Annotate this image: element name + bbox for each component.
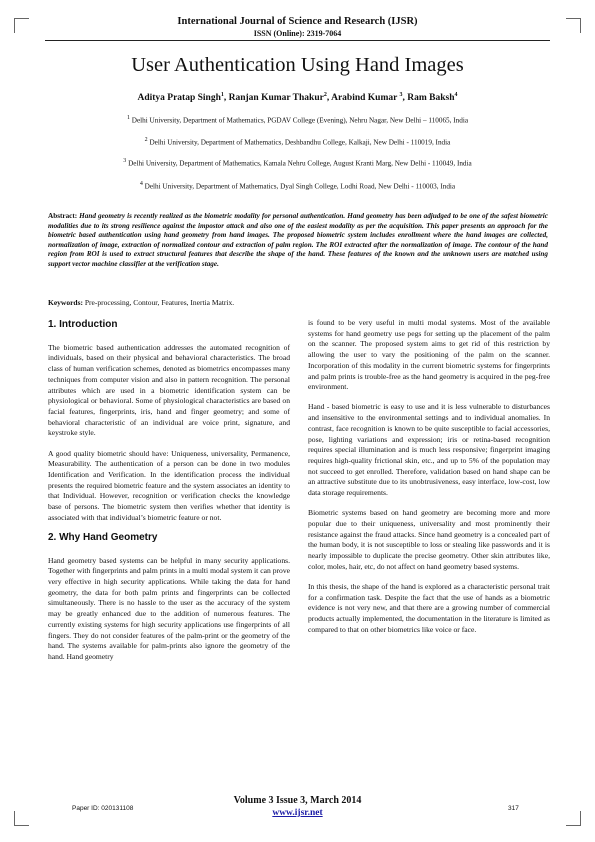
affiliation-text: Delhi University, Department of Mathematics, PGDAV College (Evening), Nehru Nagar, New Delhi – 110065, India: [131, 116, 469, 125]
abstract: [48, 212, 548, 270]
author-name: Ram Baksh: [407, 93, 455, 104]
abstract-text: Hand geometry is recently realized as the biometric modality for personal authentication. Hand geometry has been adjudged to be one of the safest biometric modalities due to its strong resilience against the impostor attack and also one of the easiest modality as per the acquisition. This paper presents an approach for the biometric based authentication using hand geometry from hand images. The proposed biometric system includes enrollment where the hand images are collected, normalization of image, extraction of normalized contour and extraction of palm region. The ROI extracted after the normalization of image. The contour of the hand region from ROI is used to extract structural features that describe the shape of the hand. These features of the known and the unknown users are matched using support vector machine classifier at the verification stage.: [48, 212, 548, 268]
paragraph: The biometric based authentication addresses the automated recognition of individuals, based on their physical and behavioral characteristics. The broad class of human verification schemes, denoted as biometrics encompasses many techniques from computer vision and also in pattern recognition. The personal attributes which are used in a biometric identification system can be physiological or behavioral. Some of physiological characteristics are based on facial features, fingerprints, iris, hand and finger geometry; and some of behavioral characteristic of an individual are voice print, signature, and keystroke style.: [48, 342, 290, 438]
affiliation-text: Delhi University, Department of Mathematics, Dyal Singh College, Lodhi Road, New Delhi - 110003, India: [144, 182, 456, 191]
affiliation-text: Delhi University, Department of Mathematics, Deshbandhu College, Kalkaji, New Delhi - 110019, India: [149, 138, 451, 147]
author-sup: 2: [323, 92, 327, 98]
author-name: Arabind Kumar: [331, 93, 400, 104]
paper-title: User Authentication Using Hand Images: [131, 54, 464, 76]
left-column: [48, 318, 290, 672]
paper-id: Paper ID: 020131108: [72, 805, 134, 812]
affiliation: [0, 181, 595, 190]
author-sup: 4: [454, 92, 458, 98]
author-name: Aditya Pratap Singh: [137, 93, 221, 104]
header-divider: [45, 40, 550, 41]
journal-issn: ISSN (Online): 2319-7064: [253, 29, 342, 38]
paragraph: Biometric systems based on hand geometry are becoming more and more popular due to their uniqueness, universality and most prominently their resistance against the fraud attacks. Since hand geometry is a concealed part of the human body, it is not susceptible to loss or stealing like passwords and it is nearly impossible to duplicate the precise geometry. Other skin attributes like, color, moles, hair, etc, do not affect on hand geometry based systems.: [308, 508, 550, 571]
author-sup: 1: [220, 92, 224, 98]
section-heading-why-hand-geometry: 2. Why Hand Geometry: [48, 531, 158, 543]
affiliation: [0, 137, 595, 146]
affiliation-text: Delhi University, Department of Mathematics, Kamala Nehru College, August Kranti Marg, New Delhi - 110049, India: [128, 159, 472, 168]
affiliation: [0, 158, 595, 167]
page-number: 317: [508, 805, 519, 812]
right-column: [308, 318, 550, 645]
affiliation-sup: 2: [144, 137, 148, 143]
author-sup: 3: [399, 92, 403, 98]
paragraph: A good quality biometric should have: Uniqueness, universality, Permanence, Measurability. The authentication of a person can be done in two modules Identification and Verification. In the identification process the individual presents the required biometric feature and the system associates an identity to that Individual. However, recognition or verification checks the knowledge base of persons. The biometric system then verifies whether that identity is associated with that individual’s biometric feature or not.: [48, 448, 290, 522]
keywords-label: Keywords:: [48, 298, 85, 307]
volume-issue: Volume 3 Issue 3, March 2014: [233, 795, 362, 806]
affiliation-sup: 1: [126, 115, 130, 121]
author-list: Aditya Pratap Singh$^1$, Ranjan Kumar Thakur$^2$, Arabind Kumar $^3$, Ram Baksh$^4$: [137, 92, 458, 104]
section-heading-introduction: 1. Introduction: [48, 319, 118, 330]
affiliation: [0, 115, 595, 124]
paragraph: Hand - based biometric is easy to use and it is less vulnerable to disturbances and insensitive to the environmental settings and to individual anomalies. In contrast, face recognition is known to be quite susceptible to facial accessories, pose, lighting variations and expression; iris or retina-based recognition requires special illumination and is much less responsive; fingerprint imaging requires high-quality frictional skin, etc., and up to 5% of the population may not succeed to get enrolled. Therefore, validation based on hand shape can be an attractive substitute due to its unobtrusiveness, easy interface, low-cost, low data storage requirements.: [308, 402, 550, 498]
paragraph: In this thesis, the shape of the hand is explored as a characteristic personal trait for a confirmation task. Despite the fact that the use of hands as a biometric evidence is not very new, and that there are a growing number of commercial products actually implemented, the documentation in the literature is limited as compared to that on other biometrics like voice or face.: [308, 581, 550, 634]
journal-name: International Journal of Science and Research (IJSR): [177, 16, 418, 27]
abstract-label: Abstract:: [48, 212, 80, 220]
journal-url-link[interactable]: www.ijsr.net: [272, 808, 323, 818]
affiliation-sup: 3: [123, 158, 127, 164]
paragraph: is found to be very useful in multi modal systems. Most of the available systems for hand geometry use pegs for setting up the placement of the palm on the scanner. The proposed system aims to get rid of this restriction by allowing the user to vary the positioning of the palm on the scanner. Incorporation of this modality in the current biometric systems for fingerprints and palm prints is trouble-free as the hand geometry is acquired in the peg-free environment.: [308, 318, 550, 392]
keywords-text: Pre-processing, Contour, Features, Inertia Matrix.: [84, 298, 235, 307]
paragraph: Hand geometry based systems can be helpful in many security applications. Together with fingerprints and palm prints in a multi modal system it can prove very effective in high security applications. While taking the data for hand geometry, the data for both palm prints and fingerprints can be collected simultaneously. There is no hassle to the user as the accuracy of the system may be greatly enhanced due to the addition of numerous features. The currently existing systems for high security applications use fingerprints of all fingers. They do not consider features of the palm-print or the geometry of the hand. The systems available for palm-prints also ignore the geometry of the hand. Hand geometry: [48, 555, 290, 661]
affiliation-sup: 4: [139, 181, 143, 187]
author-name: Ranjan Kumar Thakur: [228, 93, 324, 104]
keywords: [48, 298, 548, 307]
